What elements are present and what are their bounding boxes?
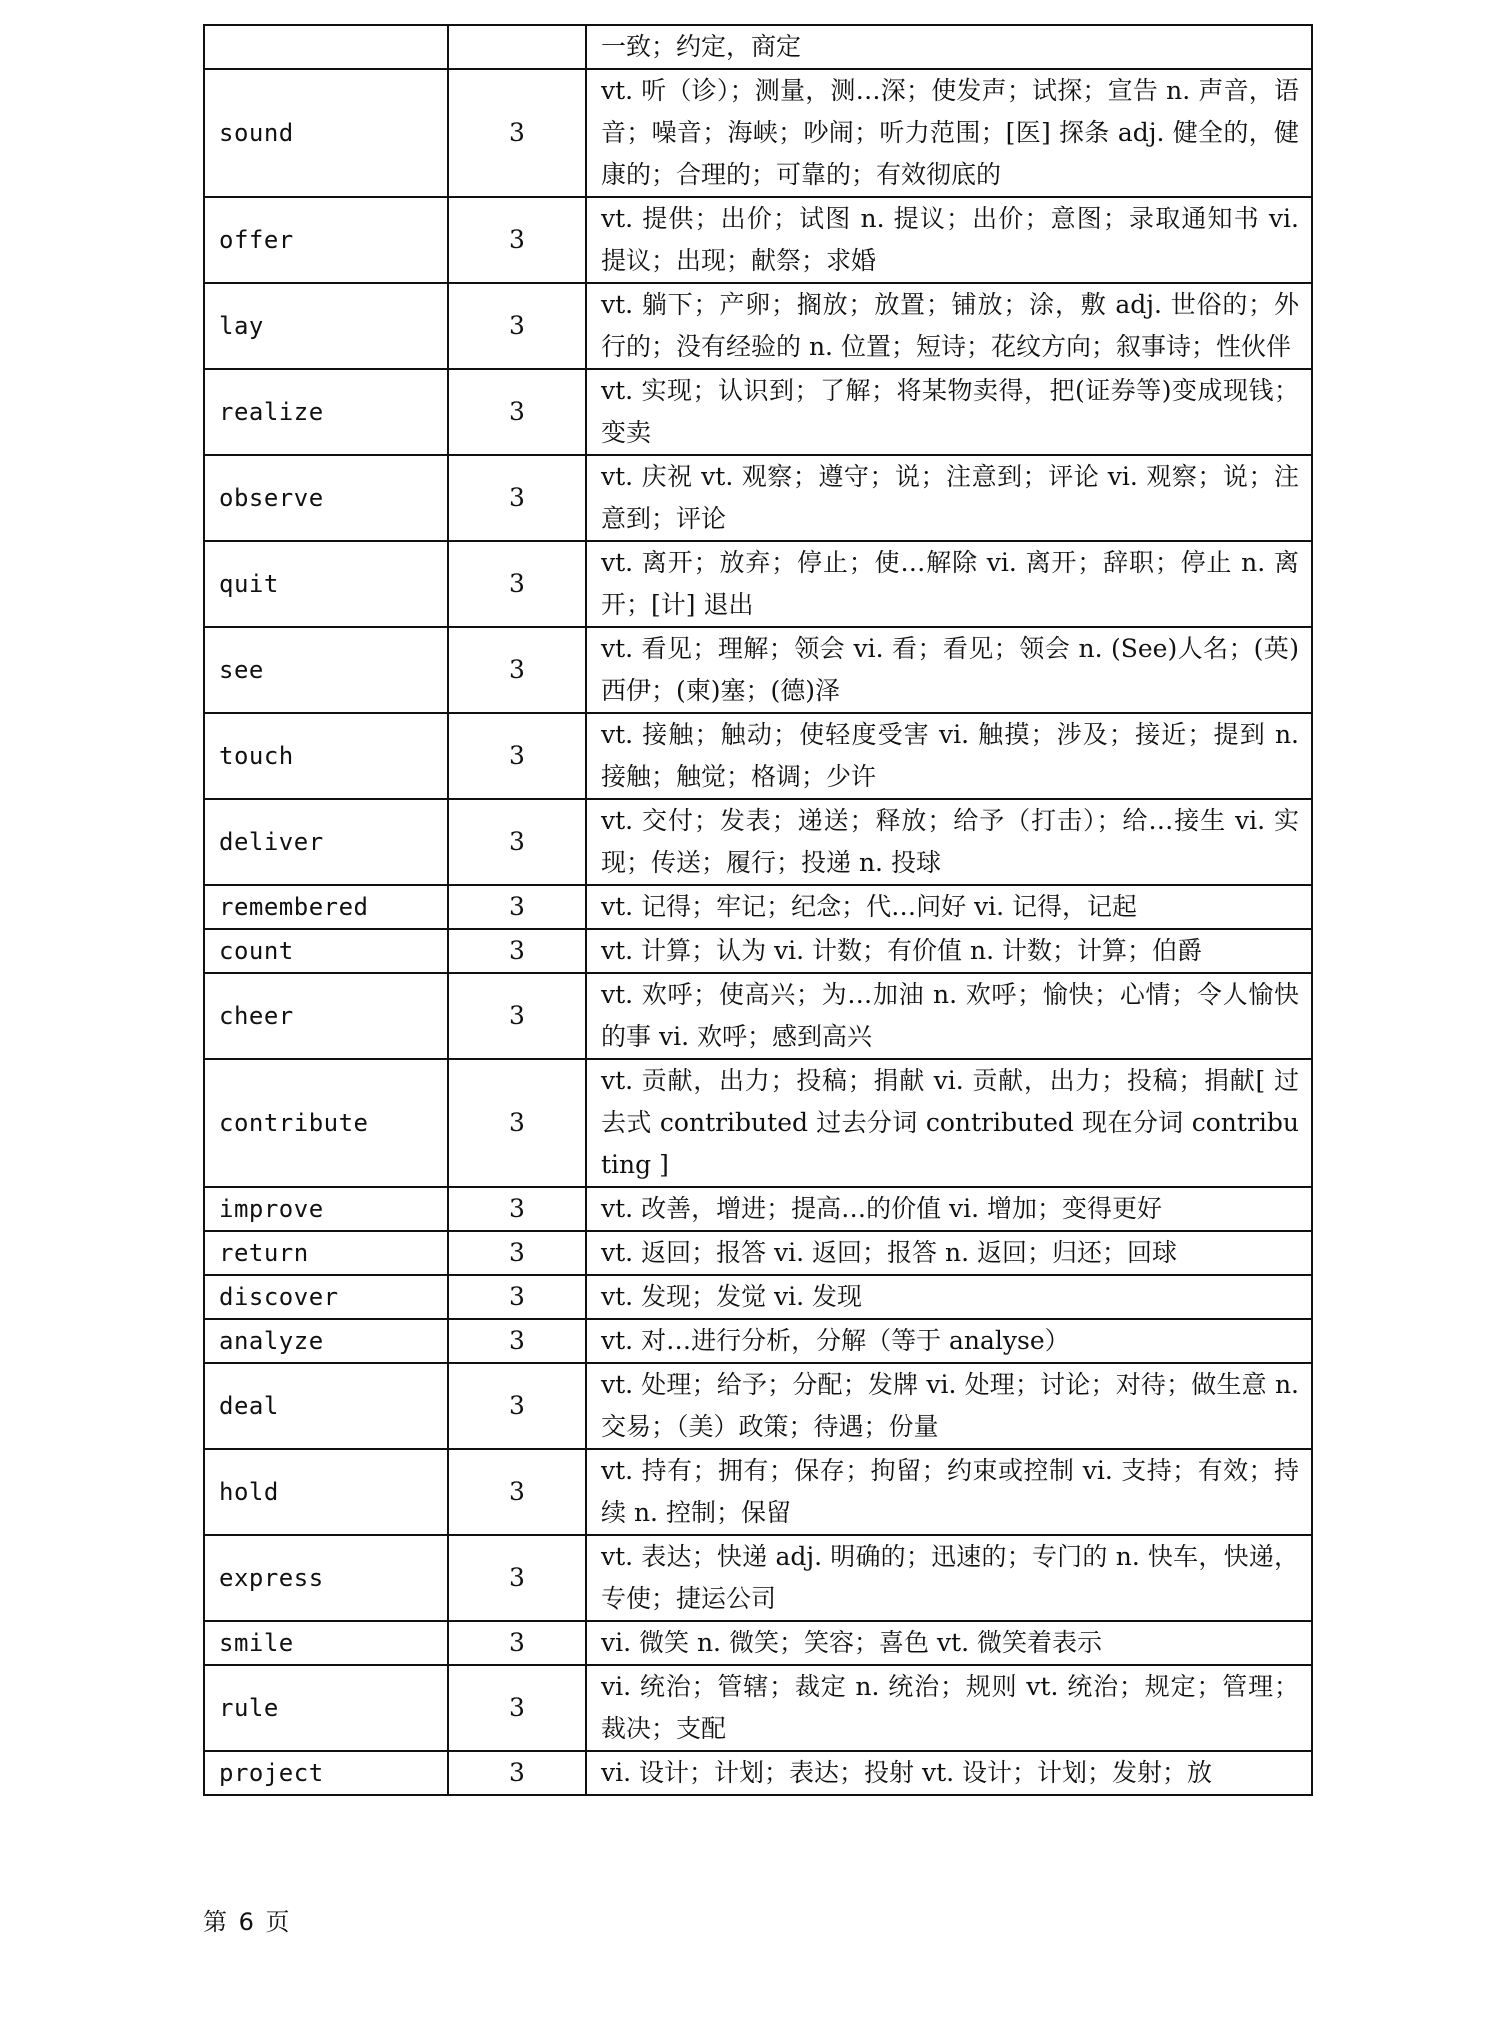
frequency-cell: 3 [448,627,586,713]
word-cell: rule [204,1665,448,1751]
meaning-cell: vt. 庆祝 vt. 观察；遵守；说；注意到；评论 vi. 观察；说；注意到；评论 [586,455,1312,541]
word-cell: return [204,1231,448,1275]
frequency-cell: 3 [448,1059,586,1187]
frequency-cell: 3 [448,1187,586,1231]
word-cell: smile [204,1621,448,1665]
word-cell: contribute [204,1059,448,1187]
word-cell: see [204,627,448,713]
meaning-cell: vt. 贡献，出力；投稿；捐献 vi. 贡献，出力；投稿；捐献[ 过去式 contributed 过去分词 contributed 现在分词 contributing ] [586,1059,1312,1187]
table-row [204,1319,1312,1363]
word-cell: deal [204,1363,448,1449]
word-cell: sound [204,69,448,197]
frequency-cell: 3 [448,1231,586,1275]
frequency-cell: 3 [448,197,586,283]
meaning-cell: vt. 发现；发觉 vi. 发现 [586,1275,1312,1319]
word-cell: deliver [204,799,448,885]
table-row [204,627,1312,713]
table-row [204,455,1312,541]
frequency-cell: 3 [448,1319,586,1363]
word-cell: observe [204,455,448,541]
table-row [204,25,1312,69]
meaning-cell: vi. 设计；计划；表达；投射 vt. 设计；计划；发射；放 [586,1751,1312,1795]
meaning-cell: vt. 持有；拥有；保存；拘留；约束或控制 vi. 支持；有效；持续 n. 控制；保留 [586,1449,1312,1535]
table-row [204,1275,1312,1319]
table-row [204,1751,1312,1795]
meaning-cell: vt. 处理；给予；分配；发牌 vi. 处理；讨论；对待；做生意 n. 交易；（美）政策；待遇；份量 [586,1363,1312,1449]
table-row [204,973,1312,1059]
table-row [204,1231,1312,1275]
meaning-cell: vt. 实现；认识到；了解；将某物卖得，把(证券等)变成现钱；变卖 [586,369,1312,455]
table-row [204,1059,1312,1187]
table-row [204,1665,1312,1751]
word-cell: analyze [204,1319,448,1363]
table-row [204,1449,1312,1535]
meaning-cell: vt. 计算；认为 vi. 计数；有价值 n. 计数；计算；伯爵 [586,929,1312,973]
frequency-cell: 3 [448,69,586,197]
table-row [204,1187,1312,1231]
meaning-cell: 一致；约定，商定 [586,25,1312,69]
table-row [204,929,1312,973]
word-cell: touch [204,713,448,799]
frequency-cell: 3 [448,455,586,541]
frequency-cell: 3 [448,885,586,929]
meaning-cell: vt. 躺下；产卵；搁放；放置；铺放；涂，敷 adj. 世俗的；外行的；没有经验的 n. 位置；短诗；花纹方向；叙事诗；性伙伴 [586,283,1312,369]
table-row [204,369,1312,455]
word-cell: count [204,929,448,973]
meaning-cell: vi. 微笑 n. 微笑；笑容；喜色 vt. 微笑着表示 [586,1621,1312,1665]
frequency-cell: 3 [448,1275,586,1319]
frequency-cell: 3 [448,1751,586,1795]
word-cell: remembered [204,885,448,929]
table-row [204,541,1312,627]
meaning-cell: vt. 表达；快递 adj. 明确的；迅速的；专门的 n. 快车，快递，专使；捷运公司 [586,1535,1312,1621]
word-cell [204,25,448,69]
frequency-cell: 3 [448,713,586,799]
word-cell: hold [204,1449,448,1535]
meaning-cell: vt. 接触；触动；使轻度受害 vi. 触摸；涉及；接近；提到 n. 接触；触觉；格调；少许 [586,713,1312,799]
word-cell: lay [204,283,448,369]
word-cell: cheer [204,973,448,1059]
meaning-cell: vt. 看见；理解；领会 vi. 看；看见；领会 n. (See)人名；(英)西伊；(柬)塞；(德)泽 [586,627,1312,713]
word-cell: quit [204,541,448,627]
frequency-cell: 3 [448,369,586,455]
meaning-cell: vi. 统治；管辖；裁定 n. 统治；规则 vt. 统治；规定；管理；裁决；支配 [586,1665,1312,1751]
table-row [204,713,1312,799]
table-row [204,69,1312,197]
frequency-cell: 3 [448,1449,586,1535]
frequency-cell: 3 [448,929,586,973]
table-row [204,283,1312,369]
meaning-cell: vt. 听（诊）；测量，测…深；使发声；试探；宣告 n. 声音，语音；噪音；海峡；吵闹；听力范围；[医] 探条 adj. 健全的，健康的；合理的；可靠的；有效彻底的 [586,69,1312,197]
table-row [204,1363,1312,1449]
table-row [204,799,1312,885]
word-cell: offer [204,197,448,283]
frequency-cell: 3 [448,1665,586,1751]
meaning-cell: vt. 提供；出价；试图 n. 提议；出价；意图；录取通知书 vi. 提议；出现；献祭；求婚 [586,197,1312,283]
page-number: 第 6 页 [203,1908,292,1936]
word-cell: express [204,1535,448,1621]
word-cell: project [204,1751,448,1795]
meaning-cell: vt. 交付；发表；递送；释放；给予（打击）；给…接生 vi. 实现；传送；履行；投递 n. 投球 [586,799,1312,885]
frequency-cell: 3 [448,283,586,369]
table-row [204,885,1312,929]
meaning-cell: vt. 改善，增进；提高…的价值 vi. 增加；变得更好 [586,1187,1312,1231]
frequency-cell: 3 [448,1621,586,1665]
frequency-cell: 3 [448,541,586,627]
meaning-cell: vt. 离开；放弃；停止；使…解除 vi. 离开；辞职；停止 n. 离开；[计] 退出 [586,541,1312,627]
frequency-cell [448,25,586,69]
frequency-cell: 3 [448,1535,586,1621]
meaning-cell: vt. 对…进行分析，分解（等于 analyse） [586,1319,1312,1363]
frequency-cell: 3 [448,973,586,1059]
meaning-cell: vt. 返回；报答 vi. 返回；报答 n. 返回；归还；回球 [586,1231,1312,1275]
meaning-cell: vt. 记得；牢记；纪念；代…问好 vi. 记得，记起 [586,885,1312,929]
meaning-cell: vt. 欢呼；使高兴；为…加油 n. 欢呼；愉快；心情；令人愉快的事 vi. 欢呼；感到高兴 [586,973,1312,1059]
frequency-cell: 3 [448,799,586,885]
table-row [204,1621,1312,1665]
frequency-cell: 3 [448,1363,586,1449]
vocabulary-table [203,24,1313,1796]
table-row [204,1535,1312,1621]
word-cell: improve [204,1187,448,1231]
table-row [204,197,1312,283]
word-cell: realize [204,369,448,455]
word-cell: discover [204,1275,448,1319]
vocabulary-table-body [204,25,1312,1795]
